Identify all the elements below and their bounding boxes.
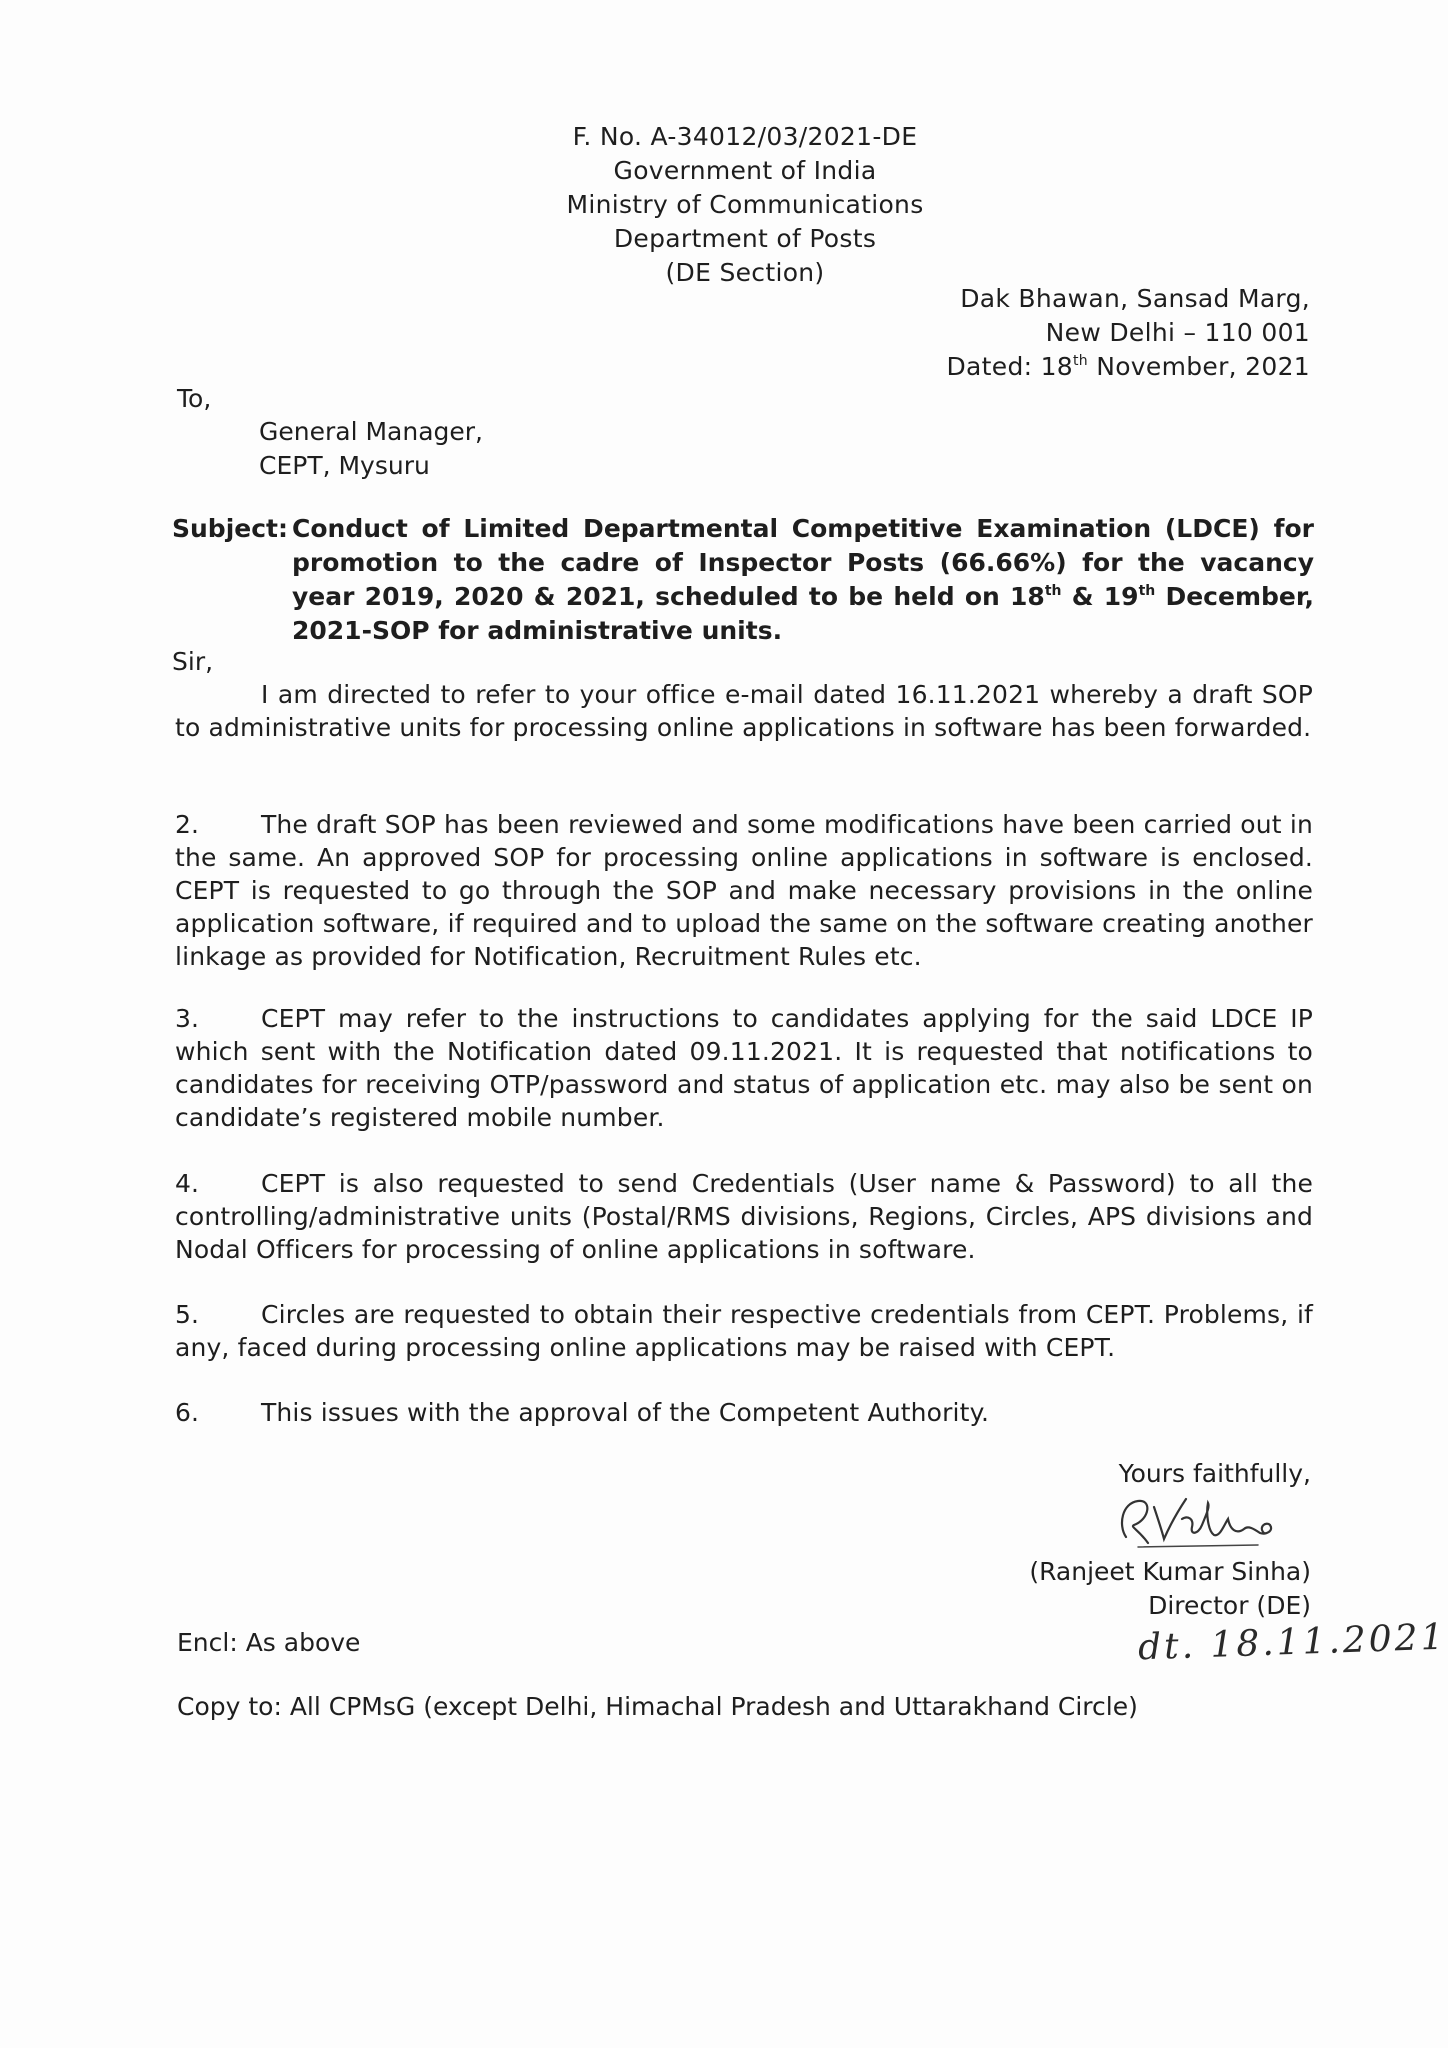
recipient-line-1: General Manager, — [259, 417, 483, 446]
paragraph-4: 4. CEPT is also requested to send Credentials (User name & Password) to all the controlling/administrative units (Postal/RMS divisions, Regions, Circles, APS divisions and Nodal Officers for processing of online applications in software. — [175, 1169, 1313, 1264]
paragraph-2: 2. The draft SOP has been reviewed and some modifications have been carried out in the same. An approved SOP for processing online applications in software is enclosed. CEPT is requested to go through the SOP and make necessary provisions in the online application software, if required and to upload the same on the software creating another linkage as provided for Notification, Recruitment Rules etc. — [175, 810, 1313, 971]
ministry-name: Ministry of Communications — [566, 190, 924, 219]
enclosure-note: Encl: As above — [177, 1628, 361, 1657]
handwritten-signature — [1108, 1485, 1298, 1555]
copy-to-line: Copy to: All CPMsG (except Delhi, Himachal Pradesh and Uttarakhand Circle) — [177, 1692, 1138, 1721]
signer-designation: Director (DE) — [1148, 1591, 1311, 1620]
subject-label: Subject: — [172, 514, 288, 543]
salutation: Sir, — [172, 647, 214, 676]
paragraph-3: 3. CEPT may refer to the instructions to candidates applying for the said LDCE IP which sent with the Notification dated 09.11.2021. It is requested that notifications to candidates for receiving OTP/password and status of application etc. may also be sent on candidate’s registered mobile number. — [175, 1004, 1313, 1132]
file-number: F. No. A-34012/03/2021-DE — [572, 122, 918, 151]
paragraph-1: I am directed to refer to your office e-mail dated 16.11.2021 whereby a draft SOP to administrative units for processing online applications in software has been forwarded. — [175, 680, 1313, 742]
subject-text: Conduct of Limited Departmental Competitive Examination (LDCE) for promotion to the cadre of Inspector Posts (66.66%) for the vacancy year 2019, 2020 & 2021, scheduled to be held on 18th & 19th December, 2021-SOP for administrative units. — [292, 514, 1314, 645]
letter-date: Dated: 18th November, 2021 — [946, 352, 1310, 381]
paragraph-number: 4. — [175, 1169, 200, 1198]
signer-block — [1029, 1555, 1311, 1623]
paragraph-5: 5. Circles are requested to obtain their respective credentials from CEPT. Problems, if any, faced during processing online applications may be raised with CEPT. — [175, 1300, 1313, 1362]
paragraph-number: 2. — [175, 810, 200, 839]
address-line-1: Dak Bhawan, Sansad Marg, — [960, 284, 1310, 313]
to-label: To, — [177, 384, 212, 413]
address-line-2: New Delhi – 110 001 — [1045, 318, 1310, 347]
paragraph-number: 6. — [175, 1398, 200, 1427]
sender-address — [946, 282, 1310, 384]
paragraph-number: 3. — [175, 1004, 200, 1033]
government-name: Government of India — [613, 156, 877, 185]
recipient-line-2: CEPT, Mysuru — [259, 451, 430, 480]
letter-header — [500, 120, 990, 290]
section-name: (DE Section) — [665, 258, 825, 287]
subject-block — [172, 512, 1314, 648]
signer-name: (Ranjeet Kumar Sinha) — [1029, 1557, 1311, 1586]
closing-phrase: Yours faithfully, — [1118, 1459, 1311, 1488]
department-name: Department of Posts — [613, 224, 877, 253]
paragraph-number: 5. — [175, 1300, 200, 1329]
handwritten-date: dt. 18.11.2021 — [1137, 1616, 1448, 1669]
recipient-address — [259, 415, 483, 483]
paragraph-6: 6. This issues with the approval of the Competent Authority. — [175, 1398, 990, 1427]
